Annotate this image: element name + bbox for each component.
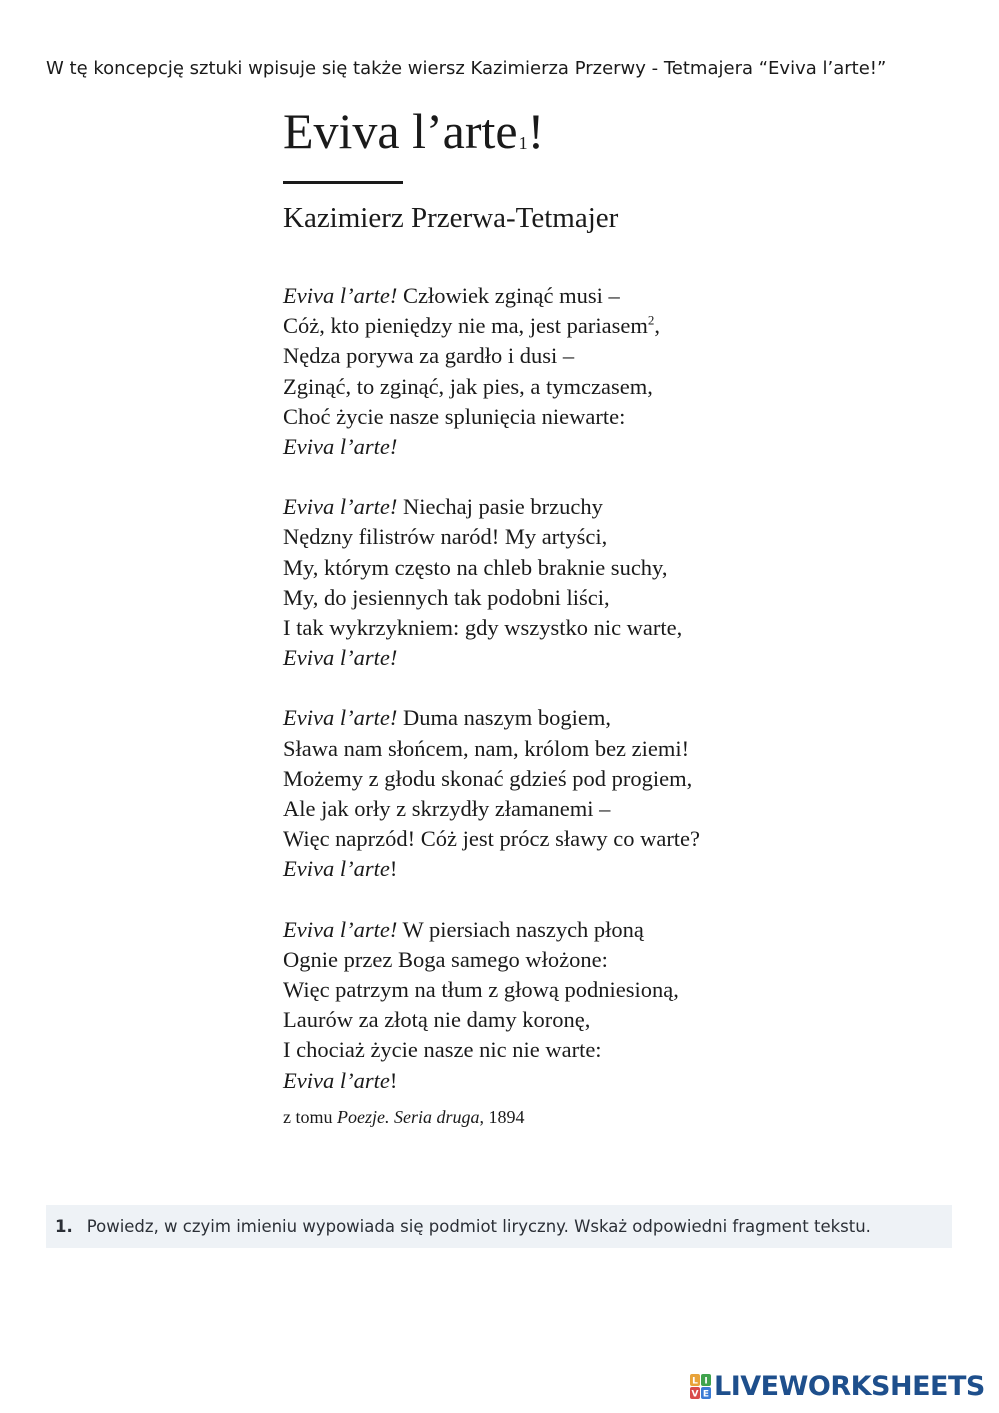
line-text: Możemy z głodu skonać gdzieś pod progiem, — [283, 765, 693, 791]
logo-text: LIVEWORKSHEETS — [714, 1371, 985, 1402]
liveworksheets-logo — [690, 1372, 985, 1402]
poem-line — [283, 975, 843, 1005]
svg-text:V: V — [691, 1389, 699, 1400]
refrain-text: Eviva l’arte! — [283, 645, 398, 671]
refrain-text: Eviva l’arte — [283, 856, 390, 882]
poem-line — [283, 1035, 843, 1065]
poem-line — [283, 854, 843, 884]
poem-line — [283, 311, 843, 341]
poem-stanzas — [283, 281, 843, 1096]
poem-line — [283, 915, 843, 945]
line-text: Sława nam słońcem, nam, królom bez ziemi! — [283, 735, 690, 761]
line-text: Nędzny filistrów naród! My artyści, — [283, 524, 608, 550]
refrain-text: Eviva l’arte — [283, 1067, 390, 1093]
svg-text:E: E — [702, 1389, 710, 1400]
poem-line — [283, 613, 843, 643]
source-title: Poezje. Seria druga — [337, 1106, 480, 1127]
refrain-text: Eviva l’arte! — [283, 705, 398, 731]
stanza — [283, 703, 843, 884]
task-number: 1. — [55, 1217, 73, 1236]
refrain-text: Eviva l’arte! — [283, 494, 398, 520]
poem-title-footnote: 1 — [518, 133, 528, 153]
poem-line — [283, 432, 843, 462]
line-text: Duma naszym bogiem, — [397, 705, 612, 731]
line-text: Zginąć, to zginąć, jak pies, a tymczasem, — [283, 373, 653, 399]
live-badge-icon — [690, 1374, 712, 1400]
poem-line — [283, 402, 843, 432]
svg-text:I: I — [704, 1376, 708, 1387]
line-text: Cóż, kto pieniędzy nie ma, jest pariasem — [283, 313, 648, 339]
line-text: Więc patrzym na tłum z głową podniesioną, — [283, 977, 679, 1003]
poem-line — [283, 553, 843, 583]
source-suffix: , 1894 — [479, 1106, 525, 1127]
poem-title-text: Eviva l’arte — [283, 103, 518, 159]
line-text: ! — [389, 856, 398, 882]
line-text: I chociaż życie nasze nic nie warte: — [283, 1037, 602, 1063]
refrain-text: Eviva l’arte! — [283, 916, 398, 942]
poem-line — [283, 734, 843, 764]
poem-line — [283, 794, 843, 824]
poem-line — [283, 341, 843, 371]
line-text: Więc naprzód! Cóż jest prócz sławy co warte? — [283, 826, 701, 852]
refrain-text: Eviva l’arte! — [283, 283, 398, 308]
stanza — [283, 492, 843, 673]
refrain-text: Eviva l’arte! — [283, 434, 398, 460]
task-text: Powiedz, w czyim imieniu wypowiada się podmiot liryczny. Wskaż odpowiedni fragment tekstu. — [86, 1217, 871, 1236]
line-punctuation: , — [654, 313, 661, 339]
line-text: Ale jak orły z skrzydły złamanemi – — [283, 796, 611, 822]
poem-title-end: ! — [527, 103, 545, 159]
intro-text: W tę koncepcję sztuki wpisuje się także wiersz Kazimierza Przerwy - Tetmajera “Eviva l’arte!” — [46, 58, 887, 79]
line-text: Laurów za złotą nie damy koronę, — [283, 1007, 591, 1033]
task-question — [46, 1205, 952, 1248]
title-divider — [283, 181, 403, 184]
stanza — [283, 281, 843, 462]
footnote-marker: 2 — [647, 312, 655, 328]
poem-line — [283, 945, 843, 975]
poem-line — [283, 703, 843, 733]
poem-author: Kazimierz Przerwa-Tetmajer — [283, 202, 619, 234]
line-text: Ognie przez Boga samego włożone: — [283, 946, 608, 972]
poem-line — [283, 281, 843, 311]
poem-line — [283, 583, 843, 613]
line-text: Człowiek zginąć musi – — [397, 283, 620, 308]
poem-line — [283, 643, 843, 673]
poem — [283, 100, 843, 1128]
line-text: W piersiach naszych płoną — [397, 916, 644, 942]
line-text: ! — [389, 1067, 398, 1093]
poem-line — [283, 492, 843, 522]
line-text: My, do jesiennych tak podobni liści, — [283, 584, 610, 610]
poem-line — [283, 824, 843, 854]
stanza — [283, 915, 843, 1096]
poem-line — [283, 372, 843, 402]
poem-line — [283, 522, 843, 552]
line-text: Nędza porywa za gardło i dusi – — [283, 343, 575, 369]
line-text: I tak wykrzykniem: gdy wszystko nic warte, — [283, 615, 683, 641]
poem-line — [283, 764, 843, 794]
line-text: My, którym często na chleb braknie suchy, — [283, 554, 668, 580]
source-prefix: z tomu — [283, 1106, 337, 1127]
poem-line — [283, 1066, 843, 1096]
poem-line — [283, 1005, 843, 1035]
svg-text:L: L — [692, 1376, 698, 1387]
line-text: Choć życie nasze splunięcia niewarte: — [283, 403, 626, 429]
line-text: Niechaj pasie brzuchy — [397, 494, 603, 520]
poem-title — [283, 100, 843, 162]
poem-source — [283, 1107, 843, 1128]
